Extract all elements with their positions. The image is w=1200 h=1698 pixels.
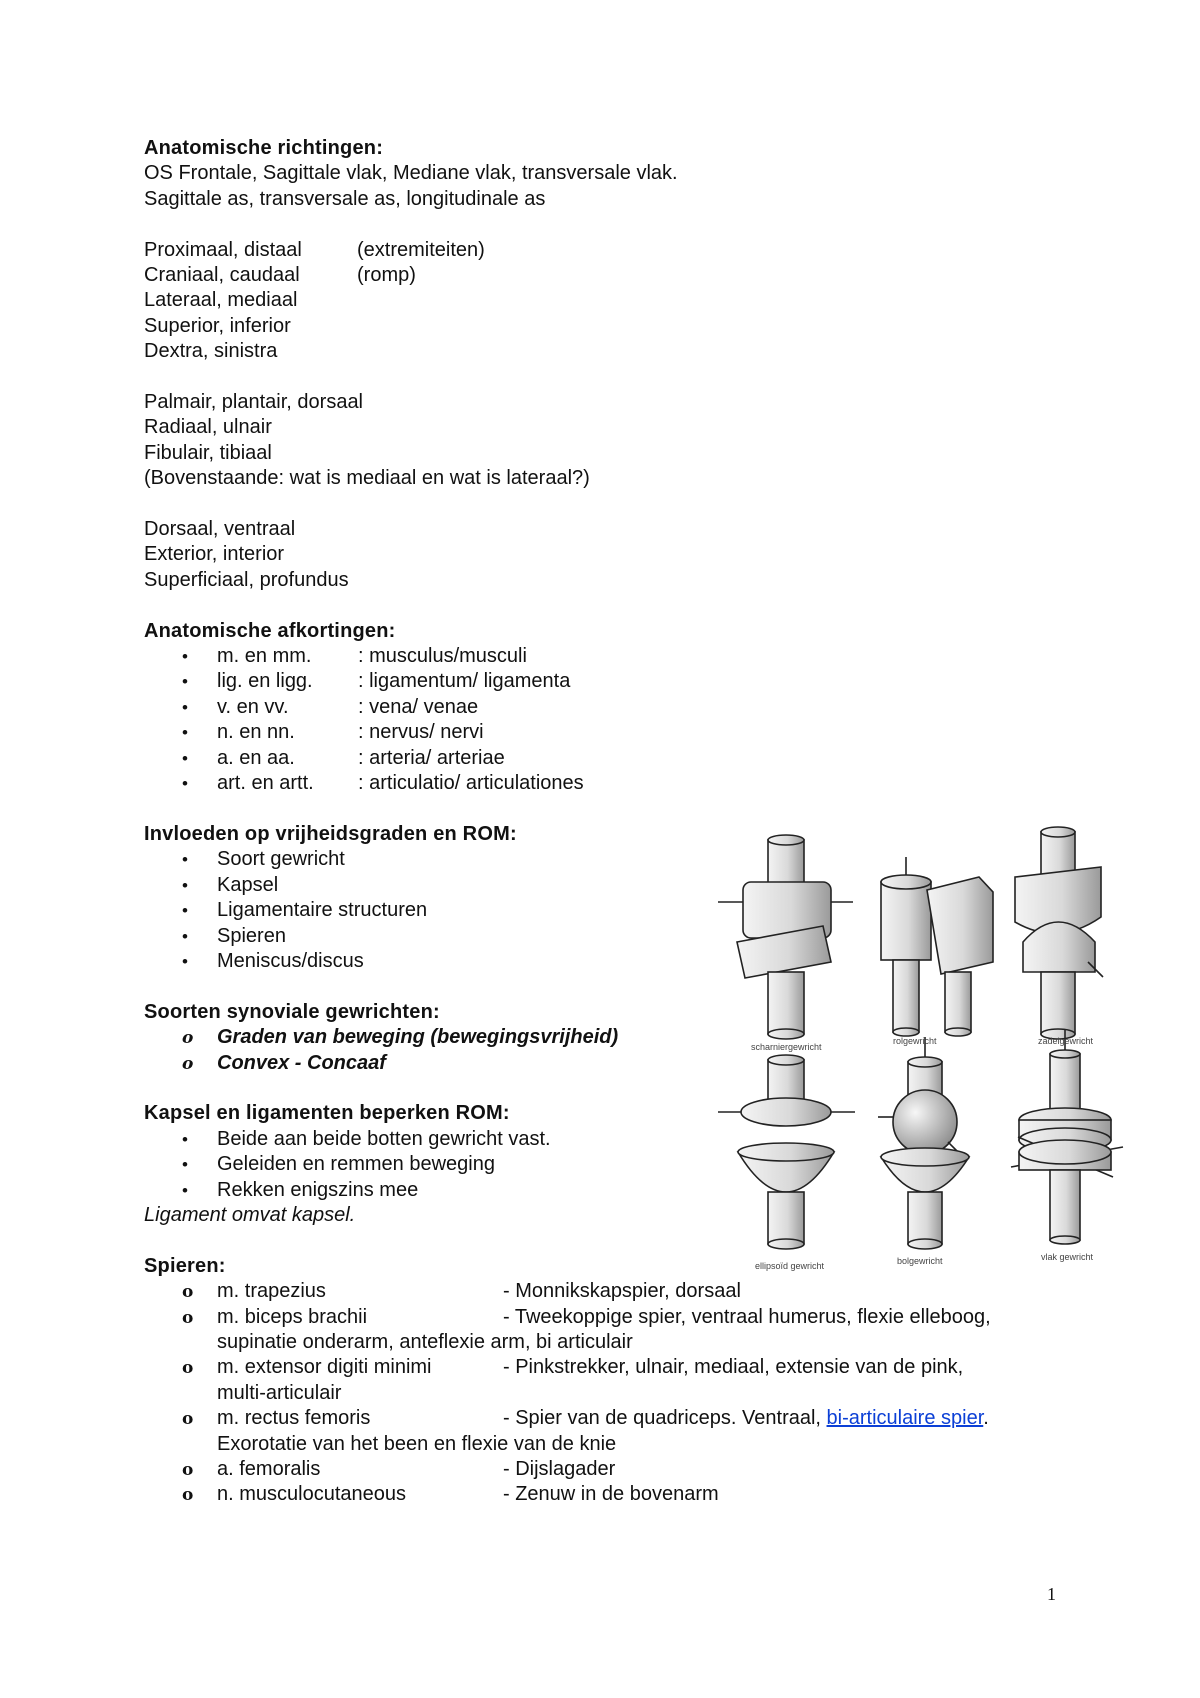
circle-bullet-icon xyxy=(182,1457,202,1483)
text-line: Radiaal, ulnair xyxy=(144,416,272,439)
bi-articulaire-spier-link[interactable]: bi-articulaire spier xyxy=(826,1407,984,1430)
caption-rolgewricht: rolgewricht xyxy=(893,1036,937,1046)
abbr-value: : ligamentum/ ligamenta xyxy=(358,670,571,693)
list-item-label: Soort gewricht xyxy=(217,848,345,871)
direction-term: Proximaal, distaal xyxy=(144,238,302,261)
bullet-icon xyxy=(182,746,202,771)
text-line: Sagittale as, transversale as, longitudinale as xyxy=(144,187,546,210)
list-item xyxy=(144,1305,1074,1356)
text-row xyxy=(144,263,1074,288)
bullet-icon xyxy=(182,669,202,694)
list-item-label: Ligamentaire structuren xyxy=(217,899,428,922)
punctuation: . xyxy=(983,1407,989,1430)
bullet-icon xyxy=(182,1127,202,1152)
page-number: 1 xyxy=(1047,1584,1056,1604)
muscle-description-continued: supinatie onderarm, anteflexie arm, bi articulair xyxy=(217,1330,633,1353)
muscle-description: - Tweekoppige spier, ventraal humerus, flexie elleboog, xyxy=(503,1305,991,1328)
muscle-description: - Pinkstrekker, ulnair, mediaal, extensie van de pink, xyxy=(503,1356,964,1379)
bullet-icon xyxy=(182,873,202,898)
list-item-label: Spieren xyxy=(217,924,286,947)
muscle-description-text: - Spier van de quadriceps. Ventraal, xyxy=(503,1407,827,1430)
text-row xyxy=(144,238,1074,263)
heading-kapsel-ligamenten: Kapsel en ligamenten beperken ROM: xyxy=(144,1102,510,1125)
heading-invloeden: Invloeden op vrijheidsgraden en ROM: xyxy=(144,822,517,845)
abbr-key: n. en nn. xyxy=(217,721,295,744)
heading-anatomische-richtingen: Anatomische richtingen: xyxy=(144,137,384,159)
heading-synoviale-gewrichten: Soorten synoviale gewrichten: xyxy=(144,1000,440,1023)
abbr-value: : vena/ venae xyxy=(358,695,479,718)
abbr-key: m. en mm. xyxy=(217,645,312,668)
abbr-value: : musculus/musculi xyxy=(358,645,527,668)
list-item-label: Convex - Concaaf xyxy=(217,1051,386,1074)
text-line: Lateraal, mediaal xyxy=(144,289,298,312)
circle-bullet-icon xyxy=(182,1355,202,1381)
muscle-description: - Zenuw in de bovenarm xyxy=(503,1483,719,1506)
bullet-icon xyxy=(182,720,202,745)
circle-bullet-icon xyxy=(182,1406,202,1432)
list-item xyxy=(144,720,1074,745)
text-line: Superior, inferior xyxy=(144,314,291,337)
heading-anatomische-afkortingen: Anatomische afkortingen: xyxy=(144,619,396,642)
bullet-icon xyxy=(182,644,202,669)
abbreviation-list xyxy=(144,644,1074,796)
abbr-key: v. en vv. xyxy=(217,695,289,718)
text-line: Fibulair, tibiaal xyxy=(144,441,272,464)
heading-spieren: Spieren: xyxy=(144,1254,226,1277)
caption-vlak-gewricht: vlak gewricht xyxy=(1041,1252,1094,1262)
text-line: OS Frontale, Sagittale vlak, Mediane vlak, transversale vlak. xyxy=(144,162,678,185)
abbr-value: : articulatio/ articulationes xyxy=(358,772,584,795)
bullet-icon xyxy=(182,695,202,720)
circle-bullet-icon xyxy=(182,1305,202,1331)
ball-joint-icon xyxy=(878,1037,969,1249)
list-item xyxy=(144,746,1074,771)
text-line: Superficiaal, profundus xyxy=(144,568,349,591)
list-item xyxy=(144,695,1074,720)
ligament-note: Ligament omvat kapsel. xyxy=(144,1203,356,1226)
text-line: Dorsaal, ventraal xyxy=(144,518,296,541)
bullet-icon xyxy=(182,1152,202,1177)
muscle-name: m. rectus femoris xyxy=(217,1407,371,1430)
muscle-description: - Monnikskapspier, dorsaal xyxy=(503,1280,741,1303)
muscle-description-continued: multi-articulair xyxy=(217,1381,342,1404)
direction-note: (extremiteiten) xyxy=(357,238,485,261)
list-item xyxy=(144,1355,1074,1406)
text-line: Palmair, plantair, dorsaal xyxy=(144,391,364,414)
pivot-joint-icon xyxy=(881,857,993,1036)
circle-bullet-icon xyxy=(182,1482,202,1508)
abbr-key: lig. en ligg. xyxy=(217,670,313,693)
joint-types-figure xyxy=(693,822,1173,1284)
ellipsoid-joint-icon xyxy=(718,1055,855,1249)
abbr-key: a. en aa. xyxy=(217,746,295,769)
bullet-icon xyxy=(182,949,202,974)
list-item-label: Geleiden en remmen beweging xyxy=(217,1153,495,1176)
list-item xyxy=(144,644,1074,669)
bullet-icon xyxy=(182,898,202,923)
list-item xyxy=(144,1482,1074,1507)
bullet-icon xyxy=(182,1178,202,1203)
text-line: Exterior, interior xyxy=(144,543,285,566)
caption-ellipsoid-gewricht: ellipsoïd gewricht xyxy=(755,1261,825,1271)
list-item xyxy=(144,771,1074,796)
muscle-name: a. femoralis xyxy=(217,1458,321,1480)
muscle-description: - Dijslagader xyxy=(503,1458,616,1480)
bullet-icon xyxy=(182,924,202,949)
muscle-name: m. biceps brachii xyxy=(217,1305,368,1328)
list-item xyxy=(144,1406,1074,1457)
caption-scharniergewricht: scharniergewricht xyxy=(751,1042,822,1052)
joint-types-illustration xyxy=(693,822,1173,1284)
plane-joint-icon xyxy=(1011,1030,1123,1244)
list-item-label: Rekken enigszins mee xyxy=(217,1178,419,1201)
list-item xyxy=(144,669,1074,694)
list-item-label: Beide aan beide botten gewricht vast. xyxy=(217,1127,551,1150)
circle-bullet-icon xyxy=(182,1279,202,1305)
muscle-name: m. extensor digiti minimi xyxy=(217,1356,432,1379)
muscle-description-continued: Exorotatie van het been en flexie van de knie xyxy=(217,1432,617,1455)
hinge-joint-icon xyxy=(718,835,853,1039)
text-line: (Bovenstaande: wat is mediaal en wat is lateraal?) xyxy=(144,467,590,490)
list-item-label: Graden van beweging (bewegingsvrijheid) xyxy=(217,1026,619,1049)
abbr-value: : nervus/ nervi xyxy=(358,721,484,744)
circle-bullet-icon xyxy=(182,1051,202,1077)
list-item-label: Meniscus/discus xyxy=(217,949,364,972)
abbr-value: : arteria/ arteriae xyxy=(358,746,505,769)
direction-note: (romp) xyxy=(357,264,416,287)
muscle-name: m. trapezius xyxy=(217,1280,326,1303)
muscle-description xyxy=(503,1406,1074,1431)
caption-bolgewricht: bolgewricht xyxy=(897,1256,943,1266)
text-line: Dextra, sinistra xyxy=(144,340,278,363)
abbr-key: art. en artt. xyxy=(217,772,314,795)
muscle-name: n. musculocutaneous xyxy=(217,1483,407,1506)
caption-zadelgewricht: zadelgewricht xyxy=(1038,1036,1094,1046)
list-item xyxy=(144,1457,1074,1482)
circle-bullet-icon xyxy=(182,1025,202,1051)
bullet-icon xyxy=(182,771,202,796)
bullet-icon xyxy=(182,847,202,872)
list-item-label: Kapsel xyxy=(217,873,279,896)
muscle-list xyxy=(144,1279,1074,1508)
direction-term: Craniaal, caudaal xyxy=(144,264,300,287)
saddle-joint-icon xyxy=(1015,827,1103,1039)
